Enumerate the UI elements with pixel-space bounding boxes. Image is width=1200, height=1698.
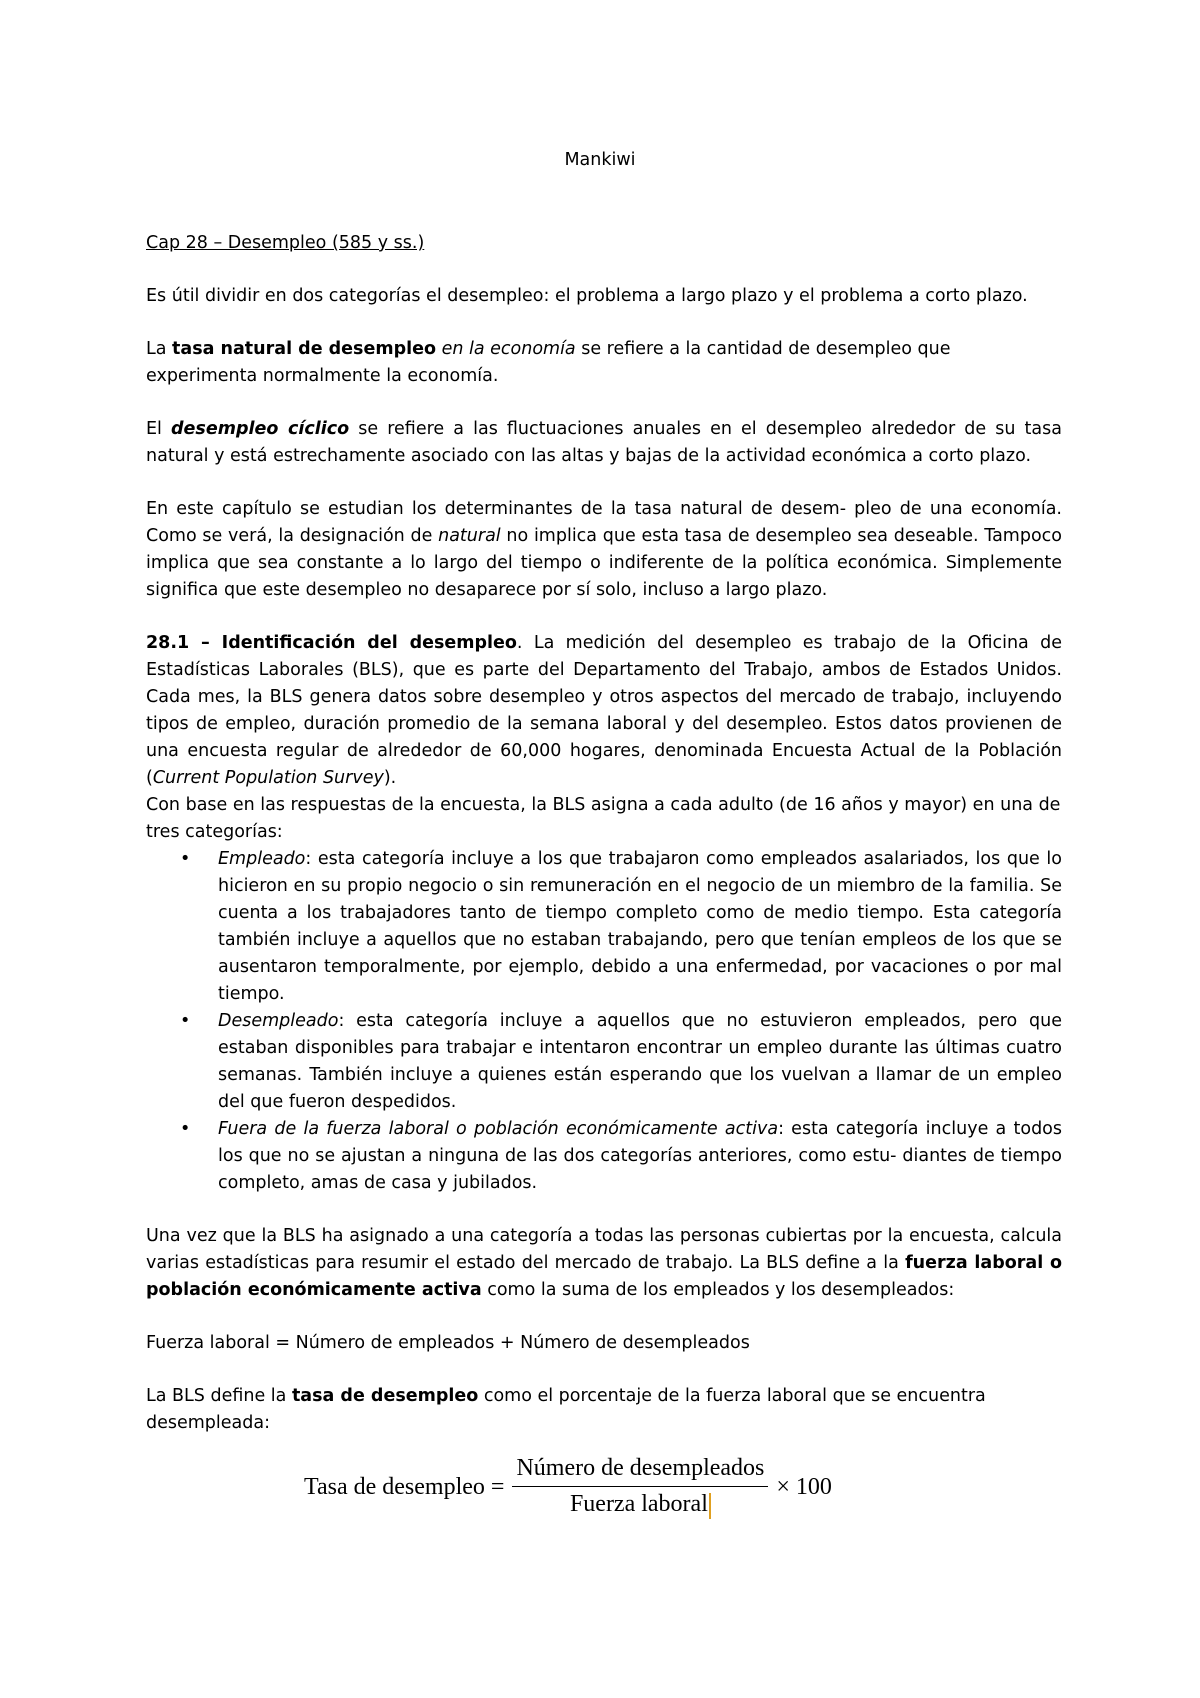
text-run: se refiere a las fluctuaciones anuales en el desempleo alrededor de su tasa natural y está estrechamente asociado con las altas y bajas de la actividad económica a corto plazo. <box>146 419 1062 466</box>
bullet: • <box>180 849 191 869</box>
equation-right: × 100 <box>776 1473 832 1500</box>
text-run: En este capítulo se estudian los determinantes de la tasa natural de desem- pleo de una economía. Como se verá, la designación de <box>146 499 1062 546</box>
paragraph-natural-rate <box>146 336 1062 390</box>
text-run: como el porcentaje de la fuerza laboral que se encuentra desempleada: <box>146 1386 986 1433</box>
list-item <box>180 1116 1063 1197</box>
equation-numerator: Número de desempleados <box>512 1455 768 1487</box>
text-run: ). <box>383 768 397 788</box>
text-run: La BLS define la <box>146 1386 292 1406</box>
equation-denominator-wrap <box>570 1487 711 1518</box>
paragraph-determinants <box>146 496 1062 604</box>
term-cyclical: desempleo cíclico <box>171 419 350 439</box>
page-header: Mankiwi <box>564 150 636 170</box>
text-run: no implica que esta tasa de desempleo sea deseable. Tampoco implica que sea constante a lo largo del tiempo o indiferente de la política económica. Simplemente significa que este desempleo no desaparece por sí solo, incluso a largo plazo. <box>146 526 1062 600</box>
chapter-title-text: Cap 28 – Desempleo (585 y ss.) <box>146 233 425 253</box>
equation-denominator: Fuerza laboral <box>569 1491 708 1518</box>
category-text: : esta categoría incluye a aquellos que no estuvieron empleados, pero que estaban disponibles para trabajar e intentaron encontrar un empleo durante las últimas cuatro semanas. También incluye a quienes están esperando que los vuelvan a llamar de un empleo del que fueron despedidos. <box>218 1011 1062 1112</box>
bullet: • <box>180 1011 191 1031</box>
term-unemployment-rate: tasa de desempleo <box>291 1386 479 1406</box>
text-run: La <box>146 339 173 359</box>
category-list <box>146 846 1062 1197</box>
document-body <box>146 230 1062 1437</box>
category-term: Fuera de la fuerza laboral o población económicamente activa <box>218 1119 779 1139</box>
paragraph-categories-intro: Con base en las respuestas de la encuesta, la BLS asigna a cada adulto (de 16 años y mayor) en una de tres categorías: <box>146 795 1061 842</box>
italic-run: en la economía <box>441 339 576 359</box>
section-heading: 28.1 – Identificación del desempleo <box>146 633 517 653</box>
term-labor-force: fuerza laboral o población económicamente activa <box>146 1253 1062 1300</box>
italic-run: Current Population Survey <box>152 768 384 788</box>
formula-labor-force: Fuerza laboral = Número de empleados + Número de desempleados <box>146 1333 750 1353</box>
text-run: . La medición del desempleo es trabajo de la Oficina de Estadísticas Laborales (BLS), que es parte del Departamento del Trabajo, ambos de Estados Unidos. Cada mes, la BLS genera datos sobre desempleo y otros aspectos del mercado de trabajo, incluyendo tipos de empleo, duración promedio de la semana laboral y del desempleo. Estos datos provienen de una encuesta regular de alrededor de 60,000 hogares, denominada Encuesta Actual de la Población ( <box>146 633 1063 788</box>
paragraph-labor-force <box>146 1223 1062 1304</box>
chapter-title <box>146 230 1062 257</box>
paragraph-cyclical <box>146 416 1062 470</box>
unemployment-rate-equation <box>304 1452 864 1522</box>
category-text: : esta categoría incluye a los que trabajaron como empleados asalariados, los que lo hicieron en su propio negocio o sin remuneración en el negocio de un miembro de la familia. Se cuenta a los trabajadores tanto de tiempo completo como de medio tiempo. Esta categoría también incluye a aquellos que no estaban trabajando, pero que tenían empleos de los que se ausentaron temporalmente, por ejemplo, debido a una enfermedad, por vacaciones o por mal tiempo. <box>218 849 1062 1004</box>
bullet: • <box>180 1119 191 1139</box>
text-run: Una vez que la BLS ha asignado a una categoría a todas las personas cubiertas por la encuesta, calcula varias estadísticas para resumir el estado del mercado de trabajo. La BLS define a la <box>146 1226 1062 1273</box>
list-item <box>180 1008 1062 1116</box>
text-run: El <box>146 419 172 439</box>
equation-left: Tasa de desempleo = <box>304 1473 505 1500</box>
paragraph-unemployment-rate <box>146 1383 1062 1437</box>
list-item <box>180 846 1062 1008</box>
text-run: como la suma de los empleados y los desempleados: <box>481 1280 955 1300</box>
category-term: Empleado <box>218 849 306 869</box>
term-natural-rate: tasa natural de desempleo <box>172 339 436 359</box>
paragraph-identification <box>146 630 1062 792</box>
category-text: : esta categoría incluye a todos los que no se ajustan a ninguna de las dos categorías anteriores, como estu- diantes de tiempo completo, amas de casa y jubilados. <box>218 1119 1063 1193</box>
italic-run: natural <box>438 526 501 546</box>
text-run: se refiere a la cantidad de desempleo que experimenta normalmente la economía. <box>146 339 951 386</box>
paragraph-intro: Es útil dividir en dos categorías el desempleo: el problema a largo plazo y el problema a corto plazo. <box>146 286 1028 306</box>
category-term: Desempleado <box>218 1011 339 1031</box>
text-cursor <box>709 1493 711 1519</box>
equation-fraction <box>512 1455 768 1518</box>
